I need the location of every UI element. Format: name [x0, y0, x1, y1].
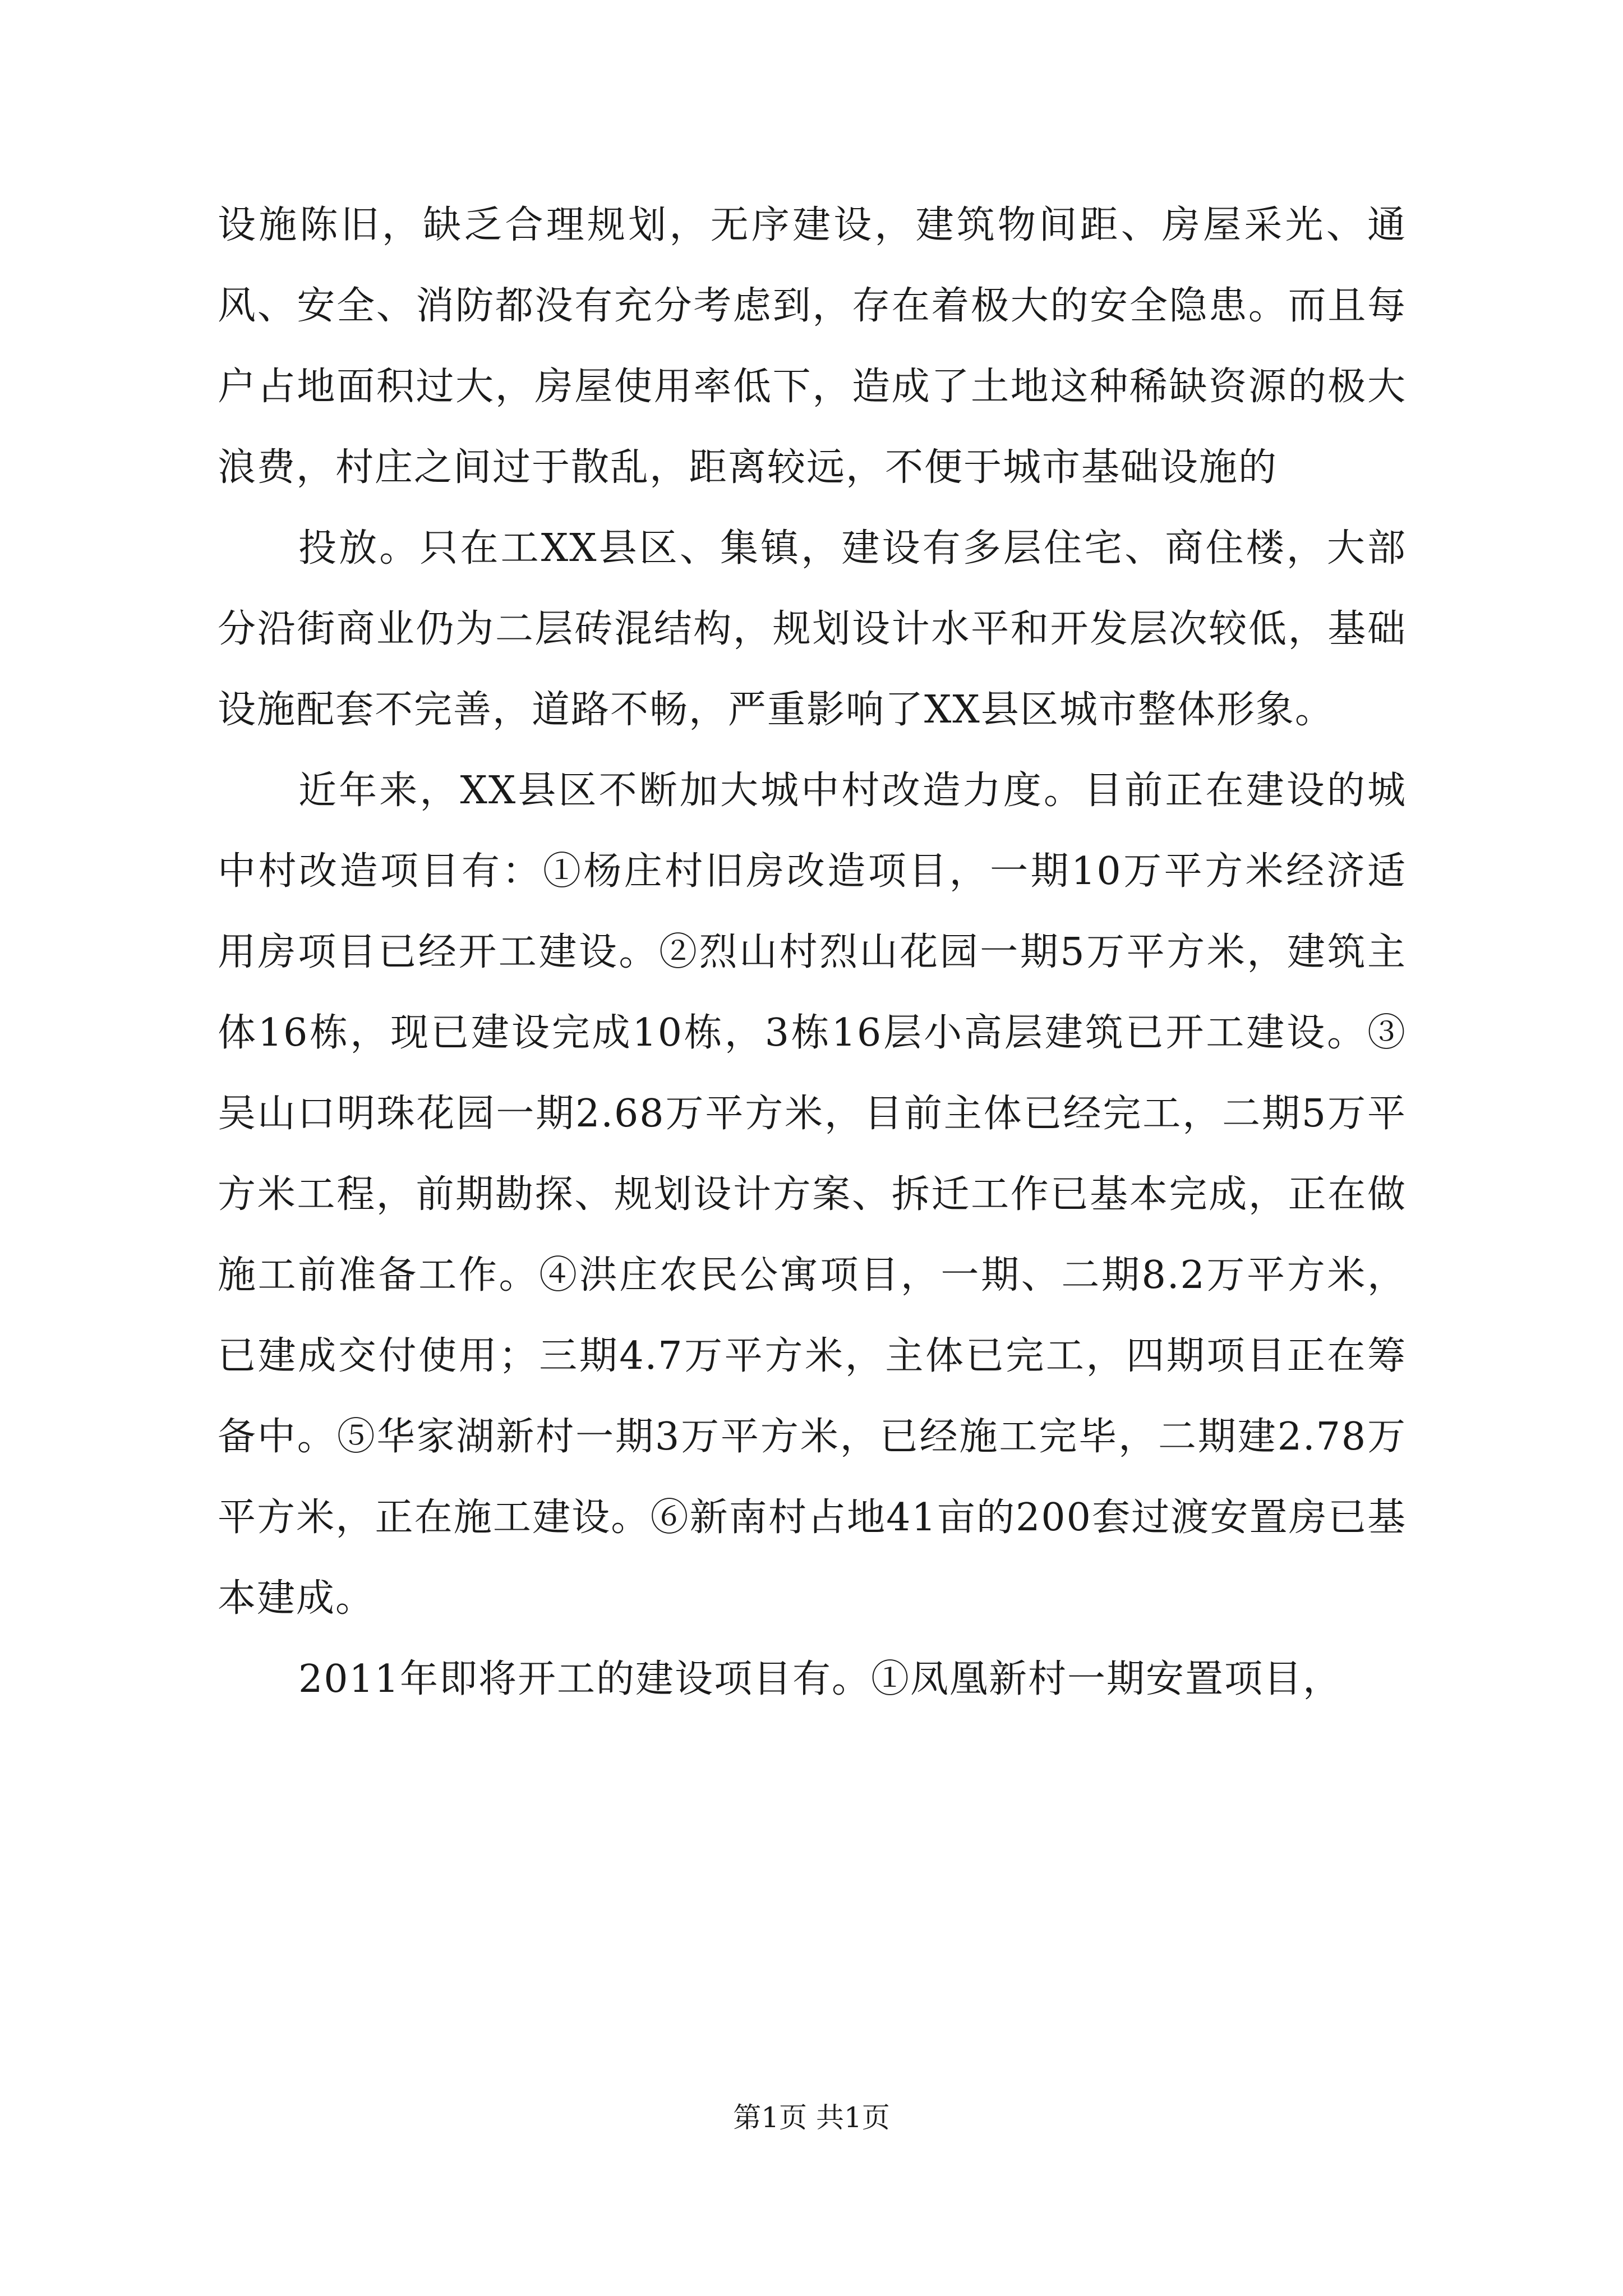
page-footer: 第1页 共1页 [733, 2101, 890, 2134]
paragraph-1: 设施陈旧，缺乏合理规划，无序建设，建筑物间距、房屋采光、通风、安全、消防都没有充分考虑到，存在着极大的安全隐患。而且每户占地面积过大，房屋使用率低下，造成了土地这种稀缺资源的极大浪费，村庄之间过于散乱，距离较远，不便于城市基础设施的 [218, 203, 1407, 490]
paragraph-2: 投放。只在工XX县区、集镇，建设有多层住宅、商住楼，大部分沿街商业仍为二层砖混结构，规划设计水平和开发层次较低，基础设施配套不完善，道路不畅，严重影响了XX县区城市整体形象。 [218, 526, 1407, 732]
paragraph-4: 2011年即将开工的建设项目有。①凤凰新村一期安置项目， [298, 1657, 1343, 1701]
paragraph-3: 近年来，XX县区不断加大城中村改造力度。目前正在建设的城中村改造项目有：①杨庄村旧房改造项目，一期10万平方米经济适用房项目已经开工建设。②烈山村烈山花园一期5万平方米，建筑主体16栋，现已建设完成10栋，3栋16层小高层建筑已开工建设。③吴山口明珠花园一期2.68万平方米，目前主体已经完工，二期5万平方米工程，前期勘探、规划设计方案、拆迁工作已基本完成，正在做施工前准备工作。④洪庄农民公寓项目，一期、二期8.2万平方米，已建成交付使用；三期4.7万平方米，主体已完工，四期项目正在筹备中。⑤华家湖新村一期3万平方米，已经施工完毕，二期建2.78万平方米，正在施工建设。⑥新南村占地41亩的200套过渡安置房已基本建成。 [218, 769, 1407, 1621]
document-body [218, 185, 1407, 1720]
